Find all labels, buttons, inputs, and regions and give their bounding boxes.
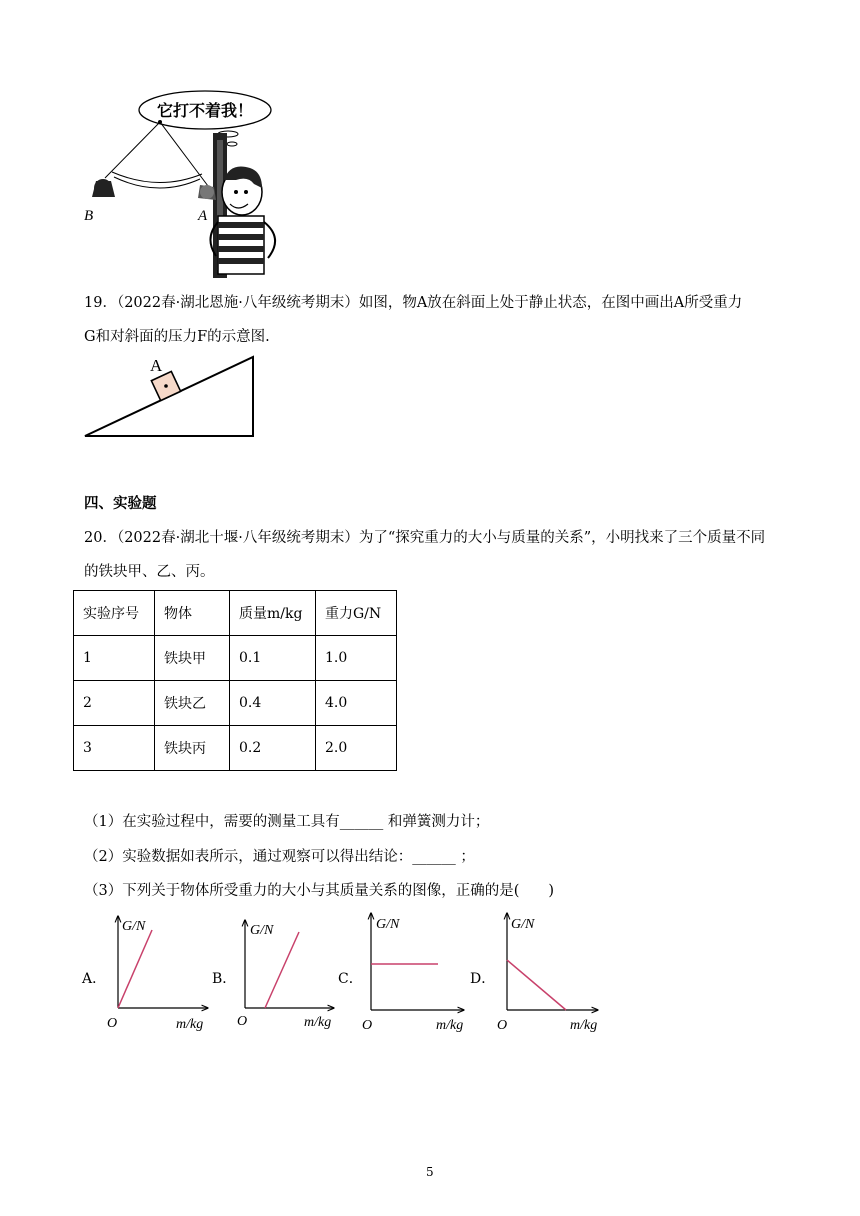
graph-b-origin: O	[237, 1014, 248, 1029]
graph-c-origin: O	[362, 1018, 373, 1033]
block-a-label: A	[150, 356, 163, 375]
table-cell: 3	[74, 726, 155, 771]
table-row	[74, 726, 397, 771]
table-cell: 0.1	[230, 636, 316, 681]
table-cell: 2.0	[316, 726, 397, 771]
pendulum-figure	[78, 88, 288, 283]
section-title: 四、实验题	[84, 495, 157, 512]
graph-b-ylabel: G/N	[250, 923, 274, 938]
graph-b	[237, 920, 334, 1030]
table-header: 重力G/N	[316, 591, 397, 636]
label-a: A	[198, 208, 208, 224]
graph-a-line	[118, 930, 152, 1008]
graph-a	[107, 916, 208, 1032]
table-cell: 0.2	[230, 726, 316, 771]
table-cell: 2	[74, 681, 155, 726]
option-c-label: C．	[338, 971, 363, 987]
option-d-label: D．	[470, 971, 496, 987]
graph-c-xlabel: m/kg	[436, 1018, 464, 1033]
graph-d-origin: O	[497, 1018, 508, 1033]
q20-sub1: （1）在实验过程中，需要的测量工具有______ 和弹簧测力计；	[84, 814, 490, 830]
table-cell: 1	[74, 636, 155, 681]
q19-line2: G和对斜面的压力F的示意图.	[84, 329, 270, 345]
graph-b-xlabel: m/kg	[304, 1015, 332, 1030]
graph-b-line	[265, 932, 299, 1008]
table-row	[74, 681, 397, 726]
data-table	[73, 590, 397, 771]
q20-sub2: （2）实验数据如表所示，通过观察可以得出结论：______ ；	[84, 849, 475, 865]
table-cell: 4.0	[316, 681, 397, 726]
graph-c-ylabel: G/N	[376, 917, 400, 932]
graph-a-origin: O	[107, 1016, 118, 1031]
page-number: 5	[426, 1165, 434, 1179]
graph-d-line	[507, 960, 566, 1010]
speech-bubble-text: 它打不着我！	[156, 103, 254, 120]
q20-line1: 20．（2022春·湖北十堰·八年级统考期末）为了“探究重力的大小与质量的关系”，小明找来了三个质量不同	[84, 530, 766, 546]
graph-d	[497, 913, 598, 1033]
q19-line1: 19．（2022春·湖北恩施·八年级统考期末）如图，物A放在斜面上处于静止状态，在图中画出A所受重力	[84, 295, 743, 311]
incline-figure	[80, 352, 260, 442]
table-header: 实验序号	[74, 591, 155, 636]
table-header: 质量m/kg	[230, 591, 316, 636]
q20-sub3: （3）下列关于物体所受重力的大小与其质量关系的图像，正确的是( )	[84, 883, 555, 899]
table-header-row	[74, 591, 397, 636]
table-cell: 铁块甲	[155, 636, 230, 681]
graph-c	[362, 913, 464, 1033]
label-b: B	[84, 208, 94, 224]
table-header: 物体	[155, 591, 230, 636]
weight-a	[198, 185, 216, 200]
q20-line2: 的铁块甲、乙、丙。	[84, 564, 215, 580]
graph-d-ylabel: G/N	[511, 917, 535, 932]
graph-a-xlabel: m/kg	[176, 1017, 204, 1032]
table-cell: 1.0	[316, 636, 397, 681]
table-cell: 铁块丙	[155, 726, 230, 771]
graph-d-xlabel: m/kg	[570, 1018, 598, 1033]
option-b-label: B．	[212, 971, 237, 987]
table-cell: 0.4	[230, 681, 316, 726]
table-cell: 铁块乙	[155, 681, 230, 726]
option-graphs	[100, 910, 620, 1035]
graph-a-ylabel: G/N	[122, 919, 146, 934]
table-row	[74, 636, 397, 681]
option-a-label: A．	[82, 971, 107, 987]
weight-b	[92, 179, 115, 197]
